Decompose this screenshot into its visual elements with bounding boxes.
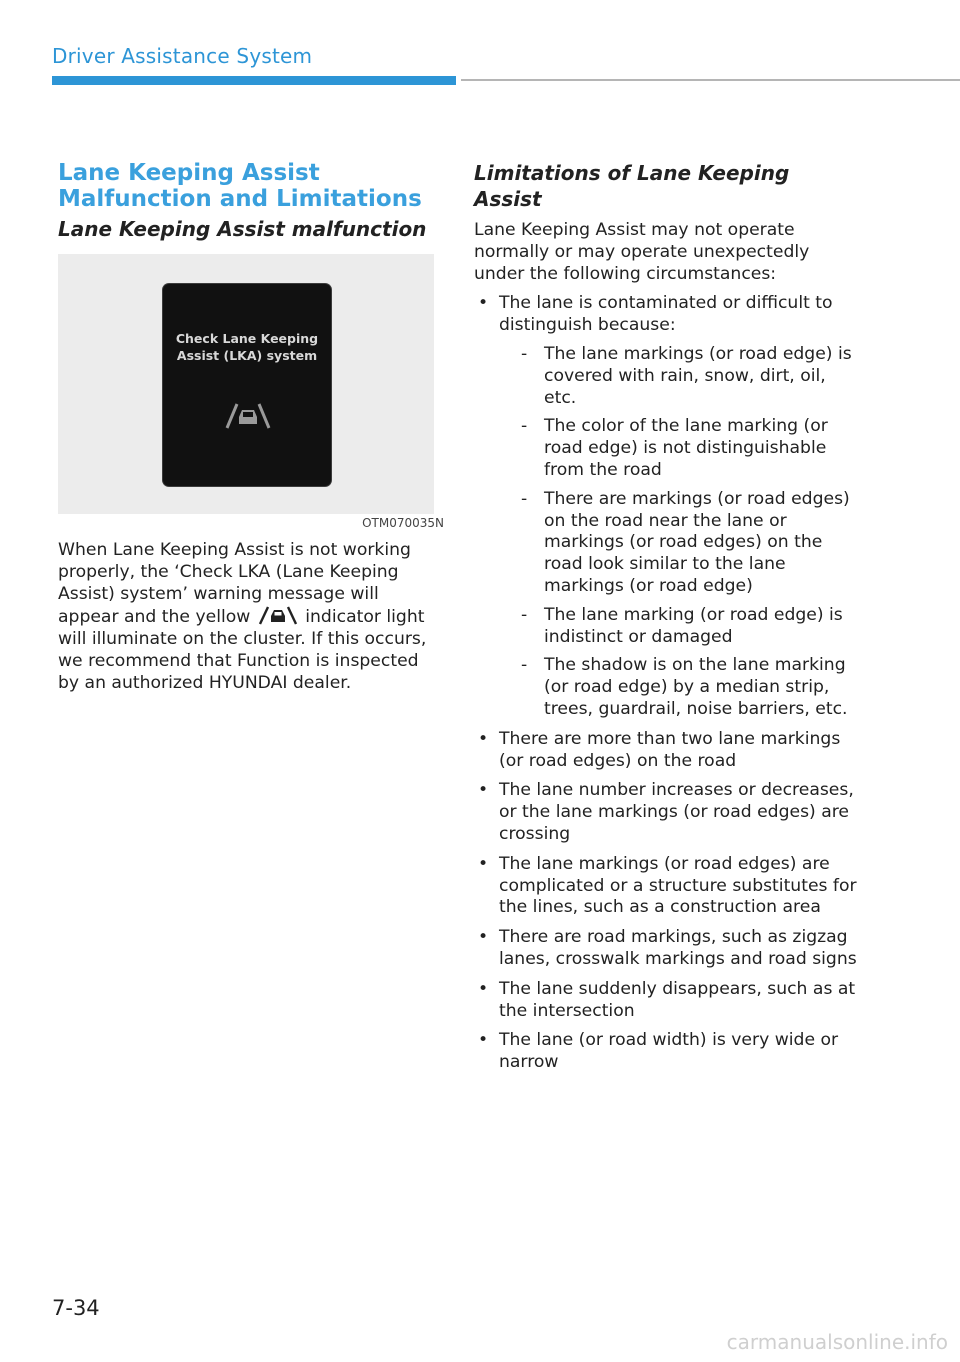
- watermark: carmanualsonline.info: [726, 1330, 948, 1354]
- header-bar-accent: [52, 76, 456, 85]
- sub-list-item: - The shadow is on the lane marking (or road edge) by a median strip, trees, guardrail, noise barriers, etc.: [499, 655, 858, 720]
- sub-list-item: - There are markings (or road edges) on the road near the lane or markings (or road edges) on the road look similar to the lane markings (or road edge): [499, 489, 858, 598]
- cluster-message-line1: Check Lane Keeping: [175, 331, 319, 346]
- subsection-title: Lane Keeping Assist malfunction: [58, 217, 427, 241]
- limitations-intro: Lane Keeping Assist may not operate normally or may operate unexpectedly under the following circumstances:: [474, 220, 810, 284]
- sub-list-item: - The color of the lane marking (or road edge) is not distinguishable from the road: [499, 416, 858, 481]
- section-header: Driver Assistance System: [52, 44, 313, 68]
- list-item: • There are road markings, such as zigzag lanes, crosswalk markings and road signs: [474, 927, 858, 971]
- cluster-message-line2: Assist (LKA) system: [176, 348, 318, 363]
- malfunction-paragraph: [58, 540, 438, 695]
- right-column: [474, 160, 858, 1074]
- limitations-list: [474, 293, 858, 1074]
- malfunction-text-part2: indicator light will illuminate on the cluster. If this occurs, we recommend that Function is inspected by an authorized HYUNDAI dealer.: [58, 607, 427, 693]
- sub-list-item: - The lane markings (or road edge) is covered with rain, snow, dirt, oil, etc.: [499, 344, 858, 409]
- lane-keeping-assist-icon: [223, 400, 273, 430]
- sub-list: [499, 344, 858, 721]
- cluster-warning-message: [163, 330, 331, 364]
- cluster-figure: [58, 254, 434, 514]
- list-item: • The lane suddenly disappears, such as at the intersection: [474, 979, 858, 1023]
- figure-code: OTM070035N: [362, 516, 444, 530]
- list-item: [474, 293, 858, 720]
- list-item: • There are more than two lane markings (or road edges) on the road: [474, 729, 858, 773]
- malfunction-text-part1: When Lane Keeping Assist is not working properly, the ‘Check LKA (Lane Keeping Assist) system’ warning message will appear and the yellow: [58, 540, 411, 628]
- cluster-display: [163, 284, 331, 486]
- page-number: 7-34: [52, 1296, 100, 1320]
- section-title: Lane Keeping Assist Malfunction and Limitations: [58, 160, 422, 212]
- sub-list-item: - The lane marking (or road edge) is indistinct or damaged: [499, 605, 858, 649]
- list-item: • The lane (or road width) is very wide or narrow: [474, 1030, 858, 1074]
- list-item: • The lane markings (or road edges) are complicated or a structure substitutes for the lines, such as a construction area: [474, 854, 858, 919]
- header-bar-rule: [461, 79, 960, 81]
- left-column: [58, 160, 444, 695]
- lka-indicator-icon: [258, 605, 298, 625]
- limitations-title: Limitations of Lane Keeping Assist: [474, 161, 790, 211]
- list-item-text: The lane is contaminated or difficult to distinguish because:: [499, 293, 833, 336]
- list-item: • The lane number increases or decreases, or the lane markings (or road edges) are crossing: [474, 780, 858, 845]
